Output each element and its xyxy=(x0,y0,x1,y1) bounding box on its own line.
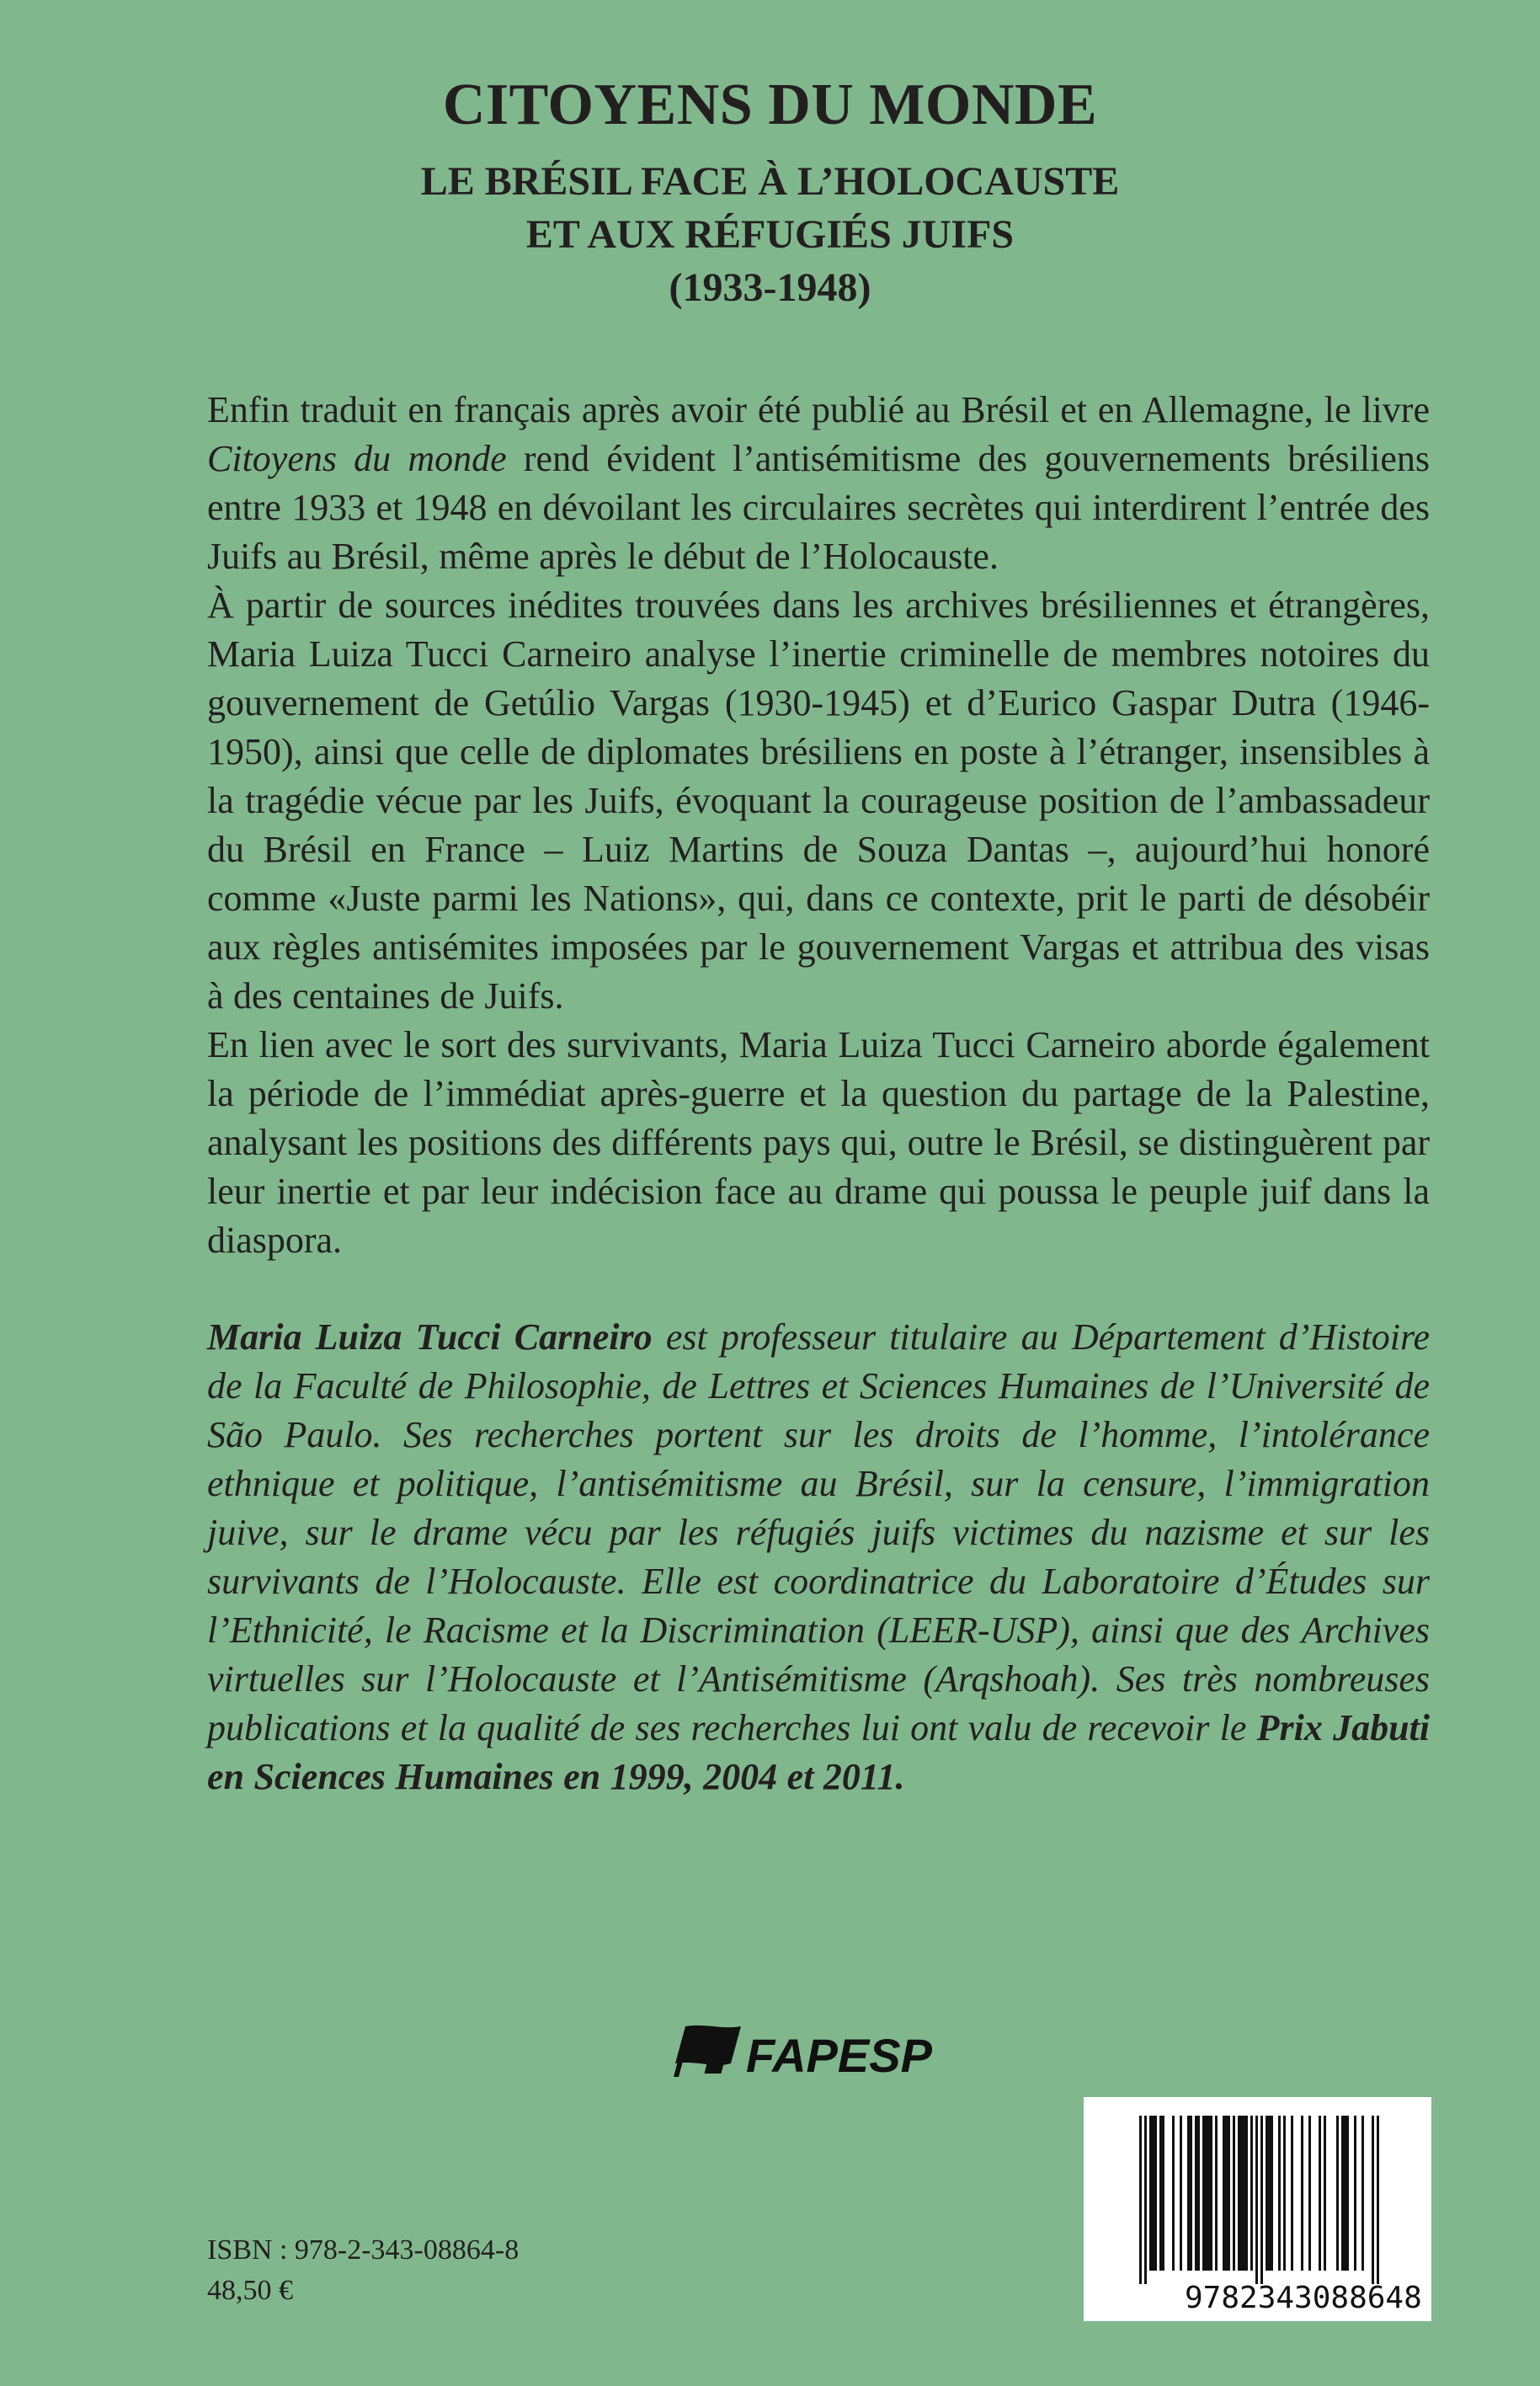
barcode-bar xyxy=(1341,2116,1344,2271)
fapesp-logo xyxy=(674,2021,964,2079)
barcode-bar xyxy=(1195,2116,1197,2271)
summary-paragraph-2: À partir de sources inédites trouvées dans les archives brésiliennes et étrangères, Maria Luiza Tucci Carneiro analyse l’inertie criminelle de membres notoires du gouvernement de Getúlio Vargas (1930-1945) et d’Eurico Gaspar Dutra (1946-1950), ainsi que celle de diplomates brésiliens en poste à l’étranger, insensibles à la tragédie vécue par les Juifs, évoquant la courageuse position de l’ambassadeur du Brésil en France – Luiz Martins de Souza Dantas –, aujourd’hui honoré comme «Juste parmi les Nations», qui, dans ce contexte, prit le parti de désobéir aux règles antisémites imposées par le gouvernement Vargas et attribua des visas à des centaines de Juifs. xyxy=(207,584,1430,1017)
barcode xyxy=(1084,2097,1431,2321)
barcode-bar xyxy=(1162,2116,1164,2271)
author-bio: Maria Luiza Tucci Carneiro est professeur titulaire au Département d’Histoire de la Faculté de Philosophie, de Lettres et Sciences Humaines de l’Université de São Paulo. Ses recherches portent sur les droits de l’homme, l’intolérance ethnique et politique, l’antisémitisme au Brésil, sur la censure, l’immigration juive, sur le drame vécu par les réfugiés juifs victimes du nazisme et sur les survivants de l’Holocauste. Elle est coordinatrice du Laboratoire d’Études sur l’Ethnicité, le Racisme et la Discrimination (LEER-USP), ainsi que des Archives virtuelles sur l’Holocauste et l’Antisémitisme (Arqshoah). Ses très nombreuses publications et la qualité de ses recherches lui ont valu de recevoir le Prix Jabuti en Sciences Humaines en 1999, 2004 et 2011. xyxy=(207,1316,1431,1797)
book-title: CITOYENS DU MONDE xyxy=(442,72,1098,137)
barcode-bar xyxy=(1361,2116,1364,2271)
summary-paragraph-3: En lien avec le sort des survivants, Maria Luiza Tucci Carneiro aborde également la période de l’immédiat après-guerre et la question du partage de la Palestine, analysant les positions des différents pays qui, outre le Brésil, se distinguèrent par leur inertie et par leur indécision face au drame qui poussa le peuple juif dans la diaspora. xyxy=(207,1024,1430,1261)
barcode-bar xyxy=(1144,2116,1147,2284)
barcode-bar xyxy=(1278,2116,1281,2271)
barcode-bar xyxy=(1197,2116,1200,2271)
barcode-bar xyxy=(1250,2116,1253,2271)
book-subtitle xyxy=(0,155,1540,314)
barcode-bar xyxy=(1372,2116,1374,2284)
barcode-bar xyxy=(1268,2116,1271,2271)
award-text: Prix Jabuti en Sciences Humaines en 1999, 2004 et 2011. xyxy=(207,1707,1430,1797)
barcode-bar xyxy=(1225,2116,1228,2271)
barcode-bar xyxy=(1240,2116,1243,2271)
title-block xyxy=(0,71,1540,314)
barcode-bar xyxy=(1283,2116,1286,2271)
barcode-bar xyxy=(1271,2116,1273,2271)
barcode-bar xyxy=(1266,2116,1268,2271)
subtitle-line-1: LE BRÉSIL FACE À L’HOLOCAUSTE xyxy=(420,159,1120,204)
summary-paragraph-1: Enfin traduit en français après avoir été publié au Brésil et en Allemagne, le livre Citoyens du monde rend évident l’antisémitisme des gouvernements brésiliens entre 1933 et 1948 en dévoilant les circulaires secrètes qui interdirent l’entrée des Juifs au Brésil, même après le début de l’Holocauste. xyxy=(207,389,1430,577)
subtitle-line-2: ET AUX RÉFUGIÉS JUIFS xyxy=(525,212,1015,257)
barcode-bar xyxy=(1336,2116,1339,2271)
barcode-bar xyxy=(1238,2116,1240,2271)
barcode-bar xyxy=(1245,2116,1248,2271)
barcode-bar xyxy=(1139,2116,1142,2284)
barcode-bar xyxy=(1344,2116,1346,2271)
barcode-bar xyxy=(1319,2116,1321,2271)
barcode-graphic xyxy=(1084,2097,1431,2321)
barcode-bar xyxy=(1377,2116,1379,2284)
fapesp-logo-text: FAPESP xyxy=(746,2029,932,2079)
barcode-bar xyxy=(1354,2116,1356,2271)
barcode-bar xyxy=(1255,2116,1258,2284)
barcode-bar xyxy=(1260,2116,1263,2284)
barcode-bar xyxy=(1215,2116,1218,2271)
barcode-bar xyxy=(1180,2116,1182,2271)
isbn-block xyxy=(207,2230,519,2311)
barcode-bar xyxy=(1187,2116,1190,2271)
subtitle-years: (1933-1948) xyxy=(669,265,871,310)
barcode-bar xyxy=(1207,2116,1210,2271)
author-name: Maria Luiza Tucci Carneiro xyxy=(207,1316,653,1358)
barcode-bar xyxy=(1291,2116,1293,2271)
book-title-reference: Citoyens du monde xyxy=(207,438,507,479)
price: 48,50 € xyxy=(207,2275,293,2306)
barcode-bar xyxy=(1159,2116,1162,2271)
back-cover-text xyxy=(207,386,1430,1802)
barcode-bar xyxy=(1243,2116,1245,2271)
barcode-bar xyxy=(1228,2116,1230,2271)
fapesp-logo-graphic xyxy=(674,2021,964,2079)
barcode-bar xyxy=(1233,2116,1235,2271)
barcode-bar xyxy=(1202,2116,1205,2271)
barcode-bar xyxy=(1301,2116,1303,2271)
barcode-bar xyxy=(1223,2116,1225,2271)
isbn: ISBN : 978-2-343-08864-8 xyxy=(207,2234,520,2266)
barcode-bar xyxy=(1308,2116,1311,2271)
barcode-bar xyxy=(1324,2116,1326,2271)
barcode-bar xyxy=(1152,2116,1154,2271)
barcode-bar xyxy=(1154,2116,1157,2271)
barcode-bar xyxy=(1190,2116,1192,2271)
barcode-bar xyxy=(1346,2116,1349,2271)
barcode-bar xyxy=(1210,2116,1212,2271)
barcode-bar xyxy=(1172,2116,1175,2271)
barcode-bar xyxy=(1205,2116,1207,2271)
barcode-bar xyxy=(1149,2116,1152,2271)
barcode-digits: 9782343088648 xyxy=(1185,2281,1422,2315)
